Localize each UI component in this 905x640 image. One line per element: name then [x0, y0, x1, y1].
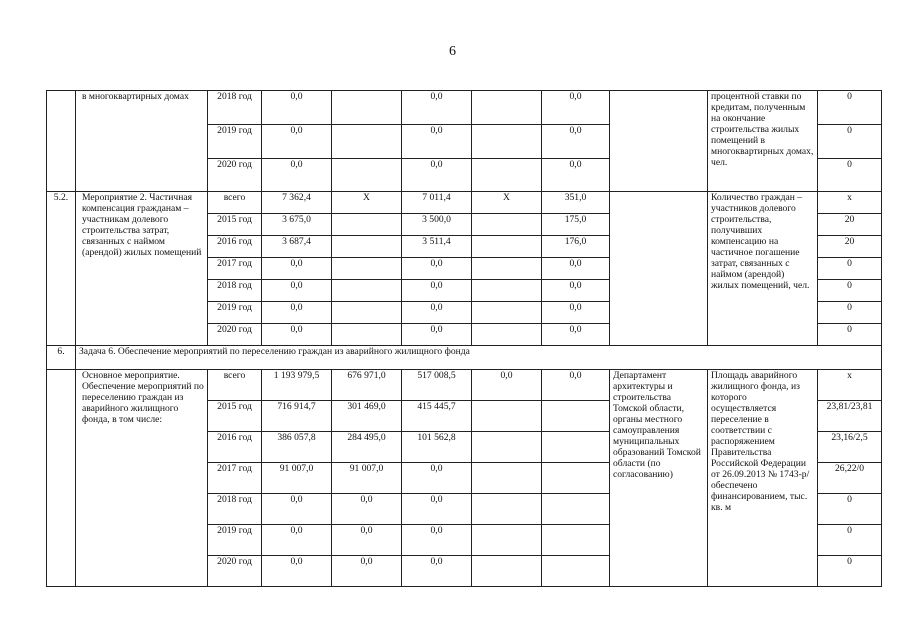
- year-cell: 2016 год: [208, 236, 262, 258]
- local-budget-cell: 0,0: [472, 370, 542, 401]
- extrabudget-cell: [542, 432, 610, 463]
- indicator-value-cell: 0: [818, 159, 882, 192]
- year-cell: 2020 год: [208, 159, 262, 192]
- federal-budget-cell: [332, 125, 402, 159]
- federal-budget-cell: Х: [332, 192, 402, 214]
- extrabudget-cell: 0,0: [542, 324, 610, 346]
- row-number-cell: 5.2.: [47, 192, 76, 346]
- regional-budget-cell: 3 500,0: [402, 214, 472, 236]
- extrabudget-cell: [542, 525, 610, 556]
- year-cell: 2019 год: [208, 125, 262, 159]
- federal-budget-cell: [332, 91, 402, 125]
- indicator-cell: процентной ставки по кредитам, полученным на окончание строительства жилых помещений в многоквартирных домах, чел.: [708, 91, 818, 192]
- local-budget-cell: [472, 432, 542, 463]
- executor-cell: [610, 192, 708, 346]
- total-cell: 0,0: [262, 525, 332, 556]
- year-cell: всего: [208, 192, 262, 214]
- federal-budget-cell: [332, 159, 402, 192]
- indicator-value-cell: 0: [818, 302, 882, 324]
- regional-budget-cell: 0,0: [402, 556, 472, 587]
- executor-cell: Департамент архитектуры и строительства Томской области, органы местного самоуправления муниципальных образований Томской области (по согласованию): [610, 370, 708, 587]
- indicator-value-cell: 0: [818, 556, 882, 587]
- total-cell: 1 193 979,5: [262, 370, 332, 401]
- regional-budget-cell: 0,0: [402, 280, 472, 302]
- extrabudget-cell: [542, 463, 610, 494]
- federal-budget-cell: [332, 236, 402, 258]
- indicator-value-cell: 26,22/0: [818, 463, 882, 494]
- regional-budget-cell: 415 445,7: [402, 401, 472, 432]
- total-cell: 386 057,8: [262, 432, 332, 463]
- year-cell: 2020 год: [208, 556, 262, 587]
- indicator-value-cell: 20: [818, 214, 882, 236]
- total-cell: 0,0: [262, 302, 332, 324]
- year-cell: 2018 год: [208, 280, 262, 302]
- local-budget-cell: [472, 463, 542, 494]
- program-table: [46, 90, 882, 587]
- local-budget-cell: [472, 91, 542, 125]
- total-cell: 0,0: [262, 556, 332, 587]
- regional-budget-cell: 0,0: [402, 525, 472, 556]
- extrabudget-cell: 0,0: [542, 280, 610, 302]
- year-cell: 2019 год: [208, 525, 262, 556]
- regional-budget-cell: 517 008,5: [402, 370, 472, 401]
- extrabudget-cell: 0,0: [542, 91, 610, 125]
- local-budget-cell: [472, 258, 542, 280]
- local-budget-cell: [472, 324, 542, 346]
- extrabudget-cell: 176,0: [542, 236, 610, 258]
- year-cell: 2020 год: [208, 324, 262, 346]
- indicator-value-cell: 0: [818, 258, 882, 280]
- page-number: 6: [449, 44, 456, 59]
- year-cell: всего: [208, 370, 262, 401]
- year-cell: 2017 год: [208, 258, 262, 280]
- year-cell: 2017 год: [208, 463, 262, 494]
- local-budget-cell: [472, 556, 542, 587]
- year-cell: 2018 год: [208, 494, 262, 525]
- total-cell: 0,0: [262, 91, 332, 125]
- federal-budget-cell: 0,0: [332, 556, 402, 587]
- table-row: [47, 370, 882, 401]
- row-number-cell: [47, 370, 76, 587]
- regional-budget-cell: 0,0: [402, 463, 472, 494]
- federal-budget-cell: [332, 214, 402, 236]
- extrabudget-cell: [542, 494, 610, 525]
- federal-budget-cell: 91 007,0: [332, 463, 402, 494]
- indicator-value-cell: 0: [818, 280, 882, 302]
- extrabudget-cell: 0,0: [542, 125, 610, 159]
- indicator-value-cell: 23,81/23,81: [818, 401, 882, 432]
- task-number-cell: 6.: [47, 346, 76, 370]
- regional-budget-cell: 0,0: [402, 302, 472, 324]
- extrabudget-cell: 175,0: [542, 214, 610, 236]
- task-title-cell: Задача 6. Обеспечение мероприятий по переселению граждан из аварийного жилищного фонда: [76, 346, 882, 370]
- local-budget-cell: [472, 214, 542, 236]
- federal-budget-cell: 0,0: [332, 525, 402, 556]
- year-cell: 2016 год: [208, 432, 262, 463]
- local-budget-cell: [472, 125, 542, 159]
- total-cell: 3 687,4: [262, 236, 332, 258]
- total-cell: 0,0: [262, 125, 332, 159]
- total-cell: 0,0: [262, 280, 332, 302]
- indicator-value-cell: 0: [818, 125, 882, 159]
- indicator-cell: Количество граждан – участников долевого строительства, получивших компенсацию на частичное погашение затрат, связанных с наймом (арендой) жилых помещений, чел.: [708, 192, 818, 346]
- year-cell: 2019 год: [208, 302, 262, 324]
- federal-budget-cell: [332, 302, 402, 324]
- total-cell: 716 914,7: [262, 401, 332, 432]
- activity-cell: Основное мероприятие. Обеспечение мероприятий по переселению граждан из аварийного жилищного фонда, в том числе:: [76, 370, 208, 587]
- local-budget-cell: Х: [472, 192, 542, 214]
- activity-cell: Мероприятие 2. Частичная компенсация гражданам – участникам долевого строительства затрат, связанных с наймом (арендой) жилых помещений: [76, 192, 208, 346]
- regional-budget-cell: 0,0: [402, 91, 472, 125]
- table-row: [47, 91, 882, 125]
- federal-budget-cell: [332, 324, 402, 346]
- federal-budget-cell: [332, 280, 402, 302]
- extrabudget-cell: 0,0: [542, 159, 610, 192]
- executor-cell: [610, 91, 708, 192]
- indicator-value-cell: 23,16/2,5: [818, 432, 882, 463]
- extrabudget-cell: 0,0: [542, 302, 610, 324]
- year-cell: 2015 год: [208, 401, 262, 432]
- indicator-value-cell: 0: [818, 525, 882, 556]
- total-cell: 0,0: [262, 258, 332, 280]
- regional-budget-cell: 0,0: [402, 324, 472, 346]
- extrabudget-cell: 351,0: [542, 192, 610, 214]
- total-cell: 7 362,4: [262, 192, 332, 214]
- indicator-value-cell: 20: [818, 236, 882, 258]
- table-row: [47, 346, 882, 370]
- indicator-value-cell: 0: [818, 91, 882, 125]
- extrabudget-cell: [542, 401, 610, 432]
- indicator-value-cell: 0: [818, 324, 882, 346]
- regional-budget-cell: 0,0: [402, 159, 472, 192]
- indicator-cell: Площадь аварийного жилищного фонда, из которого осуществляется переселение в соответствии с распоряжением Правительства Российской Федерации от 26.09.2013 № 1743-р/ обеспечено финансированием, тыс. кв. м: [708, 370, 818, 587]
- regional-budget-cell: 7 011,4: [402, 192, 472, 214]
- federal-budget-cell: 284 495,0: [332, 432, 402, 463]
- year-cell: 2015 год: [208, 214, 262, 236]
- local-budget-cell: [472, 401, 542, 432]
- local-budget-cell: [472, 494, 542, 525]
- local-budget-cell: [472, 236, 542, 258]
- indicator-value-cell: х: [818, 192, 882, 214]
- local-budget-cell: [472, 159, 542, 192]
- extrabudget-cell: 0,0: [542, 370, 610, 401]
- total-cell: 0,0: [262, 494, 332, 525]
- total-cell: 3 675,0: [262, 214, 332, 236]
- total-cell: 0,0: [262, 324, 332, 346]
- table-row: [47, 192, 882, 214]
- local-budget-cell: [472, 302, 542, 324]
- local-budget-cell: [472, 280, 542, 302]
- federal-budget-cell: [332, 258, 402, 280]
- regional-budget-cell: 0,0: [402, 125, 472, 159]
- extrabudget-cell: [542, 556, 610, 587]
- indicator-value-cell: х: [818, 370, 882, 401]
- total-cell: 0,0: [262, 159, 332, 192]
- regional-budget-cell: 101 562,8: [402, 432, 472, 463]
- year-cell: 2018 год: [208, 91, 262, 125]
- federal-budget-cell: 0,0: [332, 494, 402, 525]
- activity-cell: в многоквартирных домах: [76, 91, 208, 192]
- total-cell: 91 007,0: [262, 463, 332, 494]
- federal-budget-cell: 676 971,0: [332, 370, 402, 401]
- federal-budget-cell: 301 469,0: [332, 401, 402, 432]
- local-budget-cell: [472, 525, 542, 556]
- regional-budget-cell: 0,0: [402, 258, 472, 280]
- row-number-cell: [47, 91, 76, 192]
- regional-budget-cell: 0,0: [402, 494, 472, 525]
- regional-budget-cell: 3 511,4: [402, 236, 472, 258]
- extrabudget-cell: 0,0: [542, 258, 610, 280]
- indicator-value-cell: 0: [818, 494, 882, 525]
